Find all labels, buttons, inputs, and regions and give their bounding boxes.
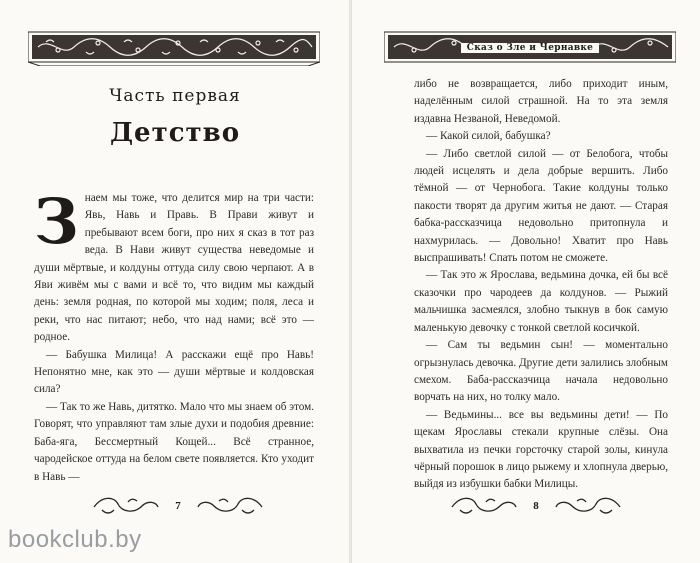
paragraph-text: наем мы тоже, что делится мир на три части: Явь, Навь и Правь. В Прави живут и пребывают всем боги, про них я сказ в тот раз веда. В Нави живут существа неведомые и души мёртвые, и колдуны оттуда силу свою черпают. А в Яви живём мы с вами и всё то, что видим мы каждый день: земля родная, по которой мы ходим; поля, леса и реки, что нас питают; небо, что над нами; всё это — родное. (34, 192, 314, 344)
paragraph: — Какой силой, бабушка? (426, 130, 551, 143)
paragraph: либо не возвращается, либо приходит иным, наделённым силой страшной. На то эта земля издавна Незваной, Неведомой. (414, 78, 668, 125)
page-number: 7 (175, 500, 181, 512)
paragraph: — Ведьмины... все вы ведьмины дети! — По щекам Ярославы стекали крупные слёзы. Она выхватила из печки горсточку старой золы, кинула чёрный порошок в лицо рыжему и хлопнула дверью, выйдя из избушки бабки Милицы. (414, 408, 668, 491)
running-head-text: Сказ о Зле и Чернавке (461, 43, 599, 53)
paragraph: — Сам ты ведьмин сын! — моментально огрызнулась девочка. Другие дети залились злобным смехом. Баба-рассказчица начала недовольно ворчать на них, но толку мало. (414, 339, 668, 404)
paragraph: — Так то же Навь, дитятко. Мало что мы знаем об этом. Говорят, что управляют там злые духи и подобия древние: Баба-яга, Бессмертный Кощей... Всё странное, чародейское оттуда на белом свете появляется. Кто уходит в Навь — (34, 400, 314, 483)
left-page-text (34, 185, 314, 486)
paragraph: — Так это ж Ярослава, ведьмина дочка, ей бы всё сказочки про чародеев да колдунов. — Рыжий мальчишка засмеялся, злобно тыкнув в бок самую маленькую девочку с тонкой светлой косичкой. (414, 269, 668, 334)
watermark: bookclub.by (8, 526, 142, 553)
right-page-text (414, 76, 668, 494)
paragraph (34, 185, 314, 347)
chapter-title: Детство (109, 118, 241, 148)
page-number: 8 (533, 500, 539, 512)
vine-ornament-icon (28, 30, 320, 66)
paragraph: — Бабушка Милица! А расскажи ещё про Навь! Непонятно мне, как это — души мёртвые и колдовская сила? (34, 348, 314, 396)
footer-ornament (88, 492, 268, 522)
header-ornament (28, 30, 320, 66)
footer-ornament (446, 492, 626, 522)
part-title: Часть первая (109, 86, 241, 106)
right-page (352, 0, 700, 563)
running-head (384, 43, 676, 53)
drop-cap: З (34, 185, 79, 258)
paragraph: — Либо светлой силой — от Белобога, чтобы людей исцелять и дела добрые вершить. Либо тёмной — от Чернобога. Такие колдуны только пакости творят да другим житья не дают. — Старая бабка-рассказчица недовольно притопнула и нахмурилась. — Довольно! Хватит про Навь выспрашивать! Спать потом не сможете. (414, 147, 668, 265)
header-ornament (384, 30, 676, 66)
